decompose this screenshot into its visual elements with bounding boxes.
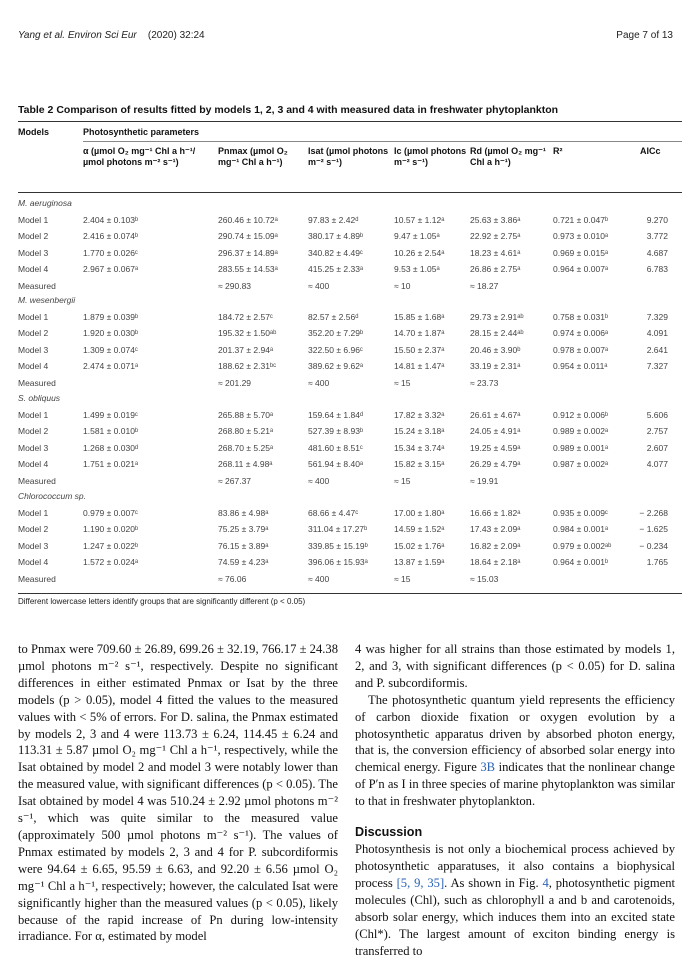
table-cell: 28.15 ± 2.44ᵃᵇ xyxy=(470,328,524,339)
table-cell: 2.404 ± 0.103ᵇ xyxy=(83,215,139,225)
table-cell: 14.59 ± 1.52ᵃ xyxy=(394,524,445,535)
table-cell: 283.55 ± 14.53ᵃ xyxy=(218,264,278,275)
table-cell: 10.26 ± 2.54ᵃ xyxy=(394,247,445,258)
table-cell: 29.73 ± 2.91ᵃᵇ xyxy=(470,312,524,322)
table-cell: 76.15 ± 3.89ᵃ xyxy=(218,540,269,551)
text-run: The photosynthetic quantum yield represents the efficiency of carbon dioxide fixation or oxygen evolution by a photosynthetic apparatus driven by absorbed photon energy, that is, the conversion efficiency of absorbed solar energy into chemical energy. Figure xyxy=(355,692,675,775)
row-label: Model 4 xyxy=(18,459,49,470)
table-footnote: Different lowercase letters identify groups that are significantly different (p < 0.05) xyxy=(18,597,306,606)
text-run: . As shown in Fig. xyxy=(444,875,543,890)
table-cell: 17.00 ± 1.80ᵃ xyxy=(394,508,445,518)
table-cell: 1.190 ± 0.020ᵇ xyxy=(83,524,139,535)
paragraph xyxy=(355,841,675,959)
table-cell: 6.783 xyxy=(646,264,668,275)
table-cell: 16.66 ± 1.82ᵃ xyxy=(470,508,521,518)
table-cell: 7.329 xyxy=(646,312,668,322)
table-cell: ≈ 15 xyxy=(394,573,411,584)
table-cell: ≈ 400 xyxy=(308,280,330,291)
table-cell: 0.979 ± 0.007ᶜ xyxy=(83,508,138,518)
row-label: Measured xyxy=(18,280,56,291)
table-cell: 260.46 ± 10.72ᵃ xyxy=(218,215,278,225)
table-cell: ≈ 15 xyxy=(394,377,411,388)
row-label: Model 4 xyxy=(18,557,49,568)
table-cell: ≈ 76.06 xyxy=(218,573,247,584)
paragraph: to Pnmax were 709.60 ± 26.89, 699.26 ± 32.19, 766.17 ± 24.38 µmol photons m⁻² s⁻¹, respectively. Despite no significant differences in either estimated Pnmax or Isat by the three models (p > 0.05), model 4 fitted the values to the measured values with < 5% of errors. For D. salina, the Pnmax estimated by models 2, 3 and 4 were 113.73 ± 6.24, 114.45 ± 6.24 and 113.31 ± 5.87 µmol O₂ mg⁻¹ Chl a h⁻¹, respectively, while the Isat obtained by model 2 and model 3 were notably lower than the measured value, with significant differences (p < 0.05). The Isat obtained by model 4 was 510.24 ± 2.92 µmol photons m⁻² s⁻¹, which was quite similar to the measured value (approximately 500 µmol photons m⁻² s⁻¹). The values of Pnmax estimated by models 2, 3 and 4 for P. subcordiformis were 94.64 ± 6.65, 95.59 ± 6.63, and 92.20 ± 6.56 µmol O₂ mg⁻¹ Chl a h⁻¹, respectively; however, the calculated Isat were significantly higher than the measured values (p < 0.05), likely because of the rapid increase of Pn during low-intensity irradiance. For α, estimated by model xyxy=(18,642,338,944)
header-bottom-rule xyxy=(18,192,682,193)
table-cell: 20.46 ± 3.90ᵇ xyxy=(470,344,521,355)
table-cell: 1.879 ± 0.039ᵇ xyxy=(83,312,139,322)
table-cell: 340.82 ± 4.49ᶜ xyxy=(308,247,363,258)
table-cell: 527.39 ± 8.93ᵇ xyxy=(308,426,364,437)
table-cell: 0.964 ± 0.001ᵇ xyxy=(553,557,609,568)
table-cell: 19.25 ± 4.59ᵃ xyxy=(470,442,521,453)
table-cell: 1.765 xyxy=(646,557,668,568)
figure-link[interactable]: 4 xyxy=(542,875,549,890)
col-header-parameters: Photosynthetic parameters xyxy=(83,127,200,137)
table-cell: 352.20 ± 7.29ᵇ xyxy=(308,328,364,339)
col-header-models: Models xyxy=(18,127,50,137)
table-cell: 380.17 ± 4.89ᵇ xyxy=(308,231,364,242)
table-cell: 1.572 ± 0.024ᵃ xyxy=(83,557,139,568)
col-header-alpha: α (µmol O₂ mg⁻¹ Chl a h⁻¹/ µmol photons m⁻² s⁻¹) xyxy=(83,146,196,167)
table-cell: 265.88 ± 5.70ᵃ xyxy=(218,410,274,420)
figure-link[interactable]: 3B xyxy=(480,760,496,775)
table-cell: 26.61 ± 4.67ᵃ xyxy=(470,410,521,420)
table-cell: 268.80 ± 5.21ᵃ xyxy=(218,426,274,437)
table-bottom-rule xyxy=(18,593,682,594)
table-cell: 188.62 ± 2.31ᵇᶜ xyxy=(218,361,277,372)
table-cell: ≈ 15 xyxy=(394,475,411,486)
table-cell: 1.581 ± 0.010ᵇ xyxy=(83,426,139,437)
table-cell: ≈ 400 xyxy=(308,377,330,388)
citation-year: (2020) 32:24 xyxy=(147,30,205,41)
table-cell: 10.57 ± 1.12ᵃ xyxy=(394,215,445,225)
table-cell: 75.25 ± 3.79ᵃ xyxy=(218,524,269,535)
table-cell: 9.47 ± 1.05ᵃ xyxy=(394,231,440,242)
table-cell: 339.85 ± 15.19ᵇ xyxy=(308,540,368,551)
table-cell: 268.11 ± 4.98ᵃ xyxy=(218,459,273,470)
table-cell: 74.59 ± 4.23ᵃ xyxy=(218,557,269,568)
col-header-isat: Isat (µmol photons m⁻² s⁻¹) xyxy=(308,146,389,167)
left-column-text xyxy=(18,641,338,945)
group-label: M. wesenbergii xyxy=(18,295,76,305)
table-cell: 0.989 ± 0.001ᵃ xyxy=(553,442,609,453)
table-cell: 9.270 xyxy=(646,215,668,225)
table-cell: 0.721 ± 0.047ᵇ xyxy=(553,215,609,225)
table-cell: 14.81 ± 1.47ᵃ xyxy=(394,361,445,372)
table-cell: 0.989 ± 0.002ᵃ xyxy=(553,426,609,437)
table-cell: 15.82 ± 3.15ᵃ xyxy=(394,459,445,470)
table-cell: ≈ 10 xyxy=(394,280,411,291)
table-cell: ≈ 267.37 xyxy=(218,475,252,486)
table-cell: 389.62 ± 9.62ᵃ xyxy=(308,361,364,372)
table-cell: 0.964 ± 0.007ᵃ xyxy=(553,264,609,275)
table-cell: 1.247 ± 0.022ᵇ xyxy=(83,540,139,551)
table-cell: 3.772 xyxy=(646,231,668,242)
table-cell: 7.327 xyxy=(646,361,668,372)
table-cell: 68.66 ± 4.47ᶜ xyxy=(308,508,359,518)
row-label: Measured xyxy=(18,475,56,486)
table-cell: 0.969 ± 0.015ᵃ xyxy=(553,247,609,258)
table-cell: 97.83 ± 2.42ᵈ xyxy=(308,215,359,225)
page-number: Page 7 of 13 xyxy=(616,30,673,41)
table-cell: 15.34 ± 3.74ᵃ xyxy=(394,442,445,453)
table-cell: ≈ 290.83 xyxy=(218,280,252,291)
text-run: Photosynthesis is not only a biochemical process achieved by photosynthetic apparatuses, it also contains a biophysical process xyxy=(355,842,675,890)
section-heading: Discussion xyxy=(355,825,423,840)
row-label: Model 3 xyxy=(18,344,49,355)
row-label: Model 4 xyxy=(18,264,49,275)
table-title: Table 2 Comparison of results fitted by models 1, 2, 3 and 4 with measured data in freshwater phytoplankton xyxy=(18,104,559,116)
table-cell: 0.979 ± 0.002ᵃᵇ xyxy=(553,540,612,551)
col-header-ic: Ic (µmol photons m⁻² s⁻¹) xyxy=(394,146,467,167)
table-cell: 0.758 ± 0.031ᵇ xyxy=(553,312,609,322)
row-label: Model 2 xyxy=(18,328,49,339)
paragraph xyxy=(355,692,675,810)
table-cell: 0.973 ± 0.010ᵃ xyxy=(553,231,609,242)
row-label: Measured xyxy=(18,573,56,584)
row-label: Model 2 xyxy=(18,524,49,535)
group-label: S. obliquus xyxy=(18,393,61,403)
table-cell: − 1.625 xyxy=(639,524,668,535)
table-cell: 26.29 ± 4.79ᵃ xyxy=(470,459,521,470)
group-label: Chlorococcum sp. xyxy=(18,491,87,501)
table-cell: 322.50 ± 6.96ᶜ xyxy=(308,344,363,355)
param-header-rule xyxy=(83,141,682,142)
row-label: Model 1 xyxy=(18,410,49,420)
table-cell: 1.751 ± 0.021ᵃ xyxy=(83,459,139,470)
table-cell: 201.37 ± 2.94ᵃ xyxy=(218,344,274,355)
table-cell: 25.63 ± 3.86ᵃ xyxy=(470,215,521,225)
table-cell: 268.70 ± 5.25ᵃ xyxy=(218,442,274,453)
row-label: Measured xyxy=(18,377,56,388)
table-cell: 82.57 ± 2.56ᵈ xyxy=(308,312,359,322)
table-cell: 0.987 ± 0.002ᵃ xyxy=(553,459,609,470)
table-cell: 17.43 ± 2.09ᵃ xyxy=(470,524,521,535)
right-column-text xyxy=(355,641,675,959)
running-header-citation xyxy=(18,30,205,41)
table-cell: 1.499 ± 0.019ᶜ xyxy=(83,410,138,420)
table-cell: 2.474 ± 0.071ᵃ xyxy=(83,361,139,372)
table-cell: ≈ 19.91 xyxy=(470,475,499,486)
table-cell: 4.077 xyxy=(646,459,668,470)
table-cell: 0.984 ± 0.001ᵃ xyxy=(553,524,609,535)
table-cell: ≈ 15.03 xyxy=(470,573,499,584)
table-cell: 311.04 ± 17.27ᵇ xyxy=(308,524,368,535)
table-cell: 296.37 ± 14.89ᵃ xyxy=(218,247,278,258)
table-cell: ≈ 201.29 xyxy=(218,377,252,388)
row-label: Model 4 xyxy=(18,361,49,372)
table-cell: 415.25 ± 2.33ᵃ xyxy=(308,264,364,275)
table-cell: 159.64 ± 1.84ᵈ xyxy=(308,410,364,420)
table-cell: 26.86 ± 2.75ᵃ xyxy=(470,264,521,275)
table-cell: 4.091 xyxy=(646,328,668,339)
table-cell: 15.02 ± 1.76ᵃ xyxy=(394,540,445,551)
table-cell: 2.757 xyxy=(646,426,668,437)
table-cell: 17.82 ± 3.32ᵃ xyxy=(394,410,445,420)
table-cell: 0.954 ± 0.011ᵃ xyxy=(553,361,608,372)
table-cell: 2.416 ± 0.074ᵇ xyxy=(83,231,139,242)
citation-link[interactable]: [5, 9, 35] xyxy=(396,875,445,890)
table-cell: 396.06 ± 15.93ᵃ xyxy=(308,557,368,568)
table-cell: 2.967 ± 0.067ᵃ xyxy=(83,264,139,275)
table-cell: 15.85 ± 1.68ᵃ xyxy=(394,312,445,322)
row-label: Model 3 xyxy=(18,247,49,258)
table-cell: 184.72 ± 2.57ᶜ xyxy=(218,312,273,322)
row-label: Model 2 xyxy=(18,426,49,437)
table-cell: ≈ 18.27 xyxy=(470,280,499,291)
col-header-rd: Rd (µmol O₂ mg⁻¹ Chl a h⁻¹) xyxy=(470,146,546,167)
table-cell: 1.770 ± 0.026ᶜ xyxy=(83,247,138,258)
table-cell: 15.50 ± 2.37ᵃ xyxy=(394,344,445,355)
col-header-aicc: AICc xyxy=(640,146,661,156)
table-cell: 0.974 ± 0.006ᵃ xyxy=(553,328,609,339)
row-label: Model 1 xyxy=(18,312,49,322)
table-cell: 4.687 xyxy=(646,247,668,258)
col-header-pnmax: Pnmax (µmol O₂ mg⁻¹ Chl a h⁻¹) xyxy=(218,146,288,167)
table-cell: 18.64 ± 2.18ᵃ xyxy=(470,557,521,568)
table-cell: 1.920 ± 0.030ᵇ xyxy=(83,328,139,339)
table-cell: 1.309 ± 0.074ᶜ xyxy=(83,344,138,355)
table-cell: ≈ 400 xyxy=(308,475,330,486)
col-header-r2: R² xyxy=(553,146,563,156)
text-run: indicates that the nonlinear change of P′n as I in three species of marine phytoplankton was similar to that in freshwater phytoplankton. xyxy=(355,760,675,809)
table-cell: 9.53 ± 1.05ᵃ xyxy=(394,264,440,275)
table-cell: 561.94 ± 8.40ᵃ xyxy=(308,459,364,470)
row-label: Model 2 xyxy=(18,231,49,242)
table-cell: 481.60 ± 8.51ᶜ xyxy=(308,442,363,453)
table-cell: 1.268 ± 0.030ᵈ xyxy=(83,442,139,453)
paragraph: 4 was higher for all strains than those estimated by models 1, 2, and 3, with significant differences (p < 0.05) for D. salina and P. subcordiformis. xyxy=(355,642,675,690)
table-cell: 13.87 ± 1.59ᵃ xyxy=(394,557,445,568)
table-top-rule xyxy=(18,121,682,122)
table-cell: 0.912 ± 0.006ᵇ xyxy=(553,410,609,420)
table-cell: 24.05 ± 4.91ᵃ xyxy=(470,426,521,437)
table-cell: ≈ 23.73 xyxy=(470,377,499,388)
table-cell: 16.82 ± 2.09ᵃ xyxy=(470,540,521,551)
table-cell: 0.978 ± 0.007ᵃ xyxy=(553,344,609,355)
table-cell: 2.641 xyxy=(646,344,668,355)
row-label: Model 3 xyxy=(18,442,49,453)
table-cell: 22.92 ± 2.75ᵃ xyxy=(470,231,521,242)
row-label: Model 1 xyxy=(18,508,49,518)
journal-citation: Yang et al. Environ Sci Eur xyxy=(18,30,137,41)
group-label: M. aeruginosa xyxy=(18,198,72,208)
table-cell: 290.74 ± 15.09ᵃ xyxy=(218,231,278,242)
row-label: Model 1 xyxy=(18,215,49,225)
table-cell: 5.606 xyxy=(646,410,668,420)
table-cell: 14.70 ± 1.87ᵃ xyxy=(394,328,445,339)
table-cell: 33.19 ± 2.31ᵃ xyxy=(470,361,521,372)
row-label: Model 3 xyxy=(18,540,49,551)
table-cell: 18.23 ± 4.61ᵃ xyxy=(470,247,521,258)
table-cell: 83.86 ± 4.98ᵃ xyxy=(218,508,269,518)
table-cell: 2.607 xyxy=(646,442,668,453)
table-cell: 0.935 ± 0.009ᶜ xyxy=(553,508,608,518)
table-cell: 15.24 ± 3.18ᵃ xyxy=(394,426,445,437)
table-cell: − 0.234 xyxy=(639,540,668,551)
table-cell: ≈ 400 xyxy=(308,573,330,584)
text-run: , photosynthetic pigment molecules (Chl), such as chlorophyll a and b and carotenoids, absorb solar energy, which induces them into an excited state (Chl*). The largest amount of exciton binding energy is transferred to xyxy=(355,875,676,958)
table-cell: 195.32 ± 1.50ᵃᵇ xyxy=(218,328,277,339)
table-cell: − 2.268 xyxy=(639,508,668,518)
